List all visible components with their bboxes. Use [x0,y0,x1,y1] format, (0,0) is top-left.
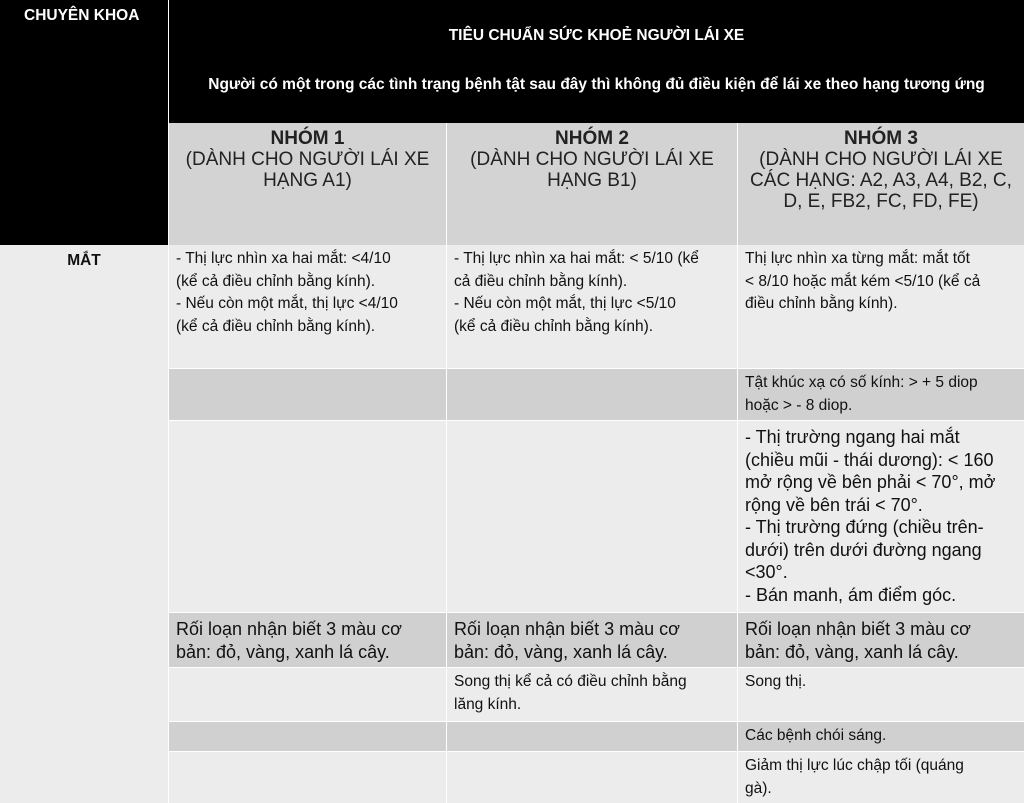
row-5-group-3 [738,668,1024,721]
row-5-group-1 [169,668,446,721]
cell-line: - Nếu còn một mắt, thị lực <4/10 [176,295,398,312]
cell-line: (kể cả điều chỉnh bằng kính). [454,317,654,335]
cell-line: (chiều mũi - thái dương): < 160 [745,449,994,470]
cell-line: hoặc > - 8 diop. [745,396,853,414]
cell-line: Rối loạn nhận biết 3 màu cơ [176,619,402,639]
group-desc-line: HẠNG B1) [547,170,637,191]
cell-line: bản: đỏ, vàng, xanh lá cây. [176,641,390,662]
cell-line: Thị lực nhìn xa từng mắt: mắt tốt [745,250,970,267]
cell-line: < 8/10 hoặc mắt kém <5/10 (kể cả [745,272,981,290]
title-band [169,0,1024,123]
cell-line: - Nếu còn một mắt, thị lực <5/10 [454,295,676,312]
cell-line: - Thị trường đứng (chiều trên- [745,517,984,537]
cell-line: Song thị. [745,673,807,690]
row-7-group-1 [169,752,446,803]
row-2-group-3 [738,369,1024,420]
row-6-group-1 [169,722,446,751]
group-name: NHÓM 2 [555,128,629,149]
row-1-group-3 [738,245,1024,368]
row-7-group-2 [447,752,737,803]
row-4-group-2 [447,613,737,667]
cell-line: - Thị trường ngang hai mắt [745,427,960,447]
row-2-group-2 [447,369,737,420]
page-subtitle: Người có một trong các tình trạng bệnh tật sau đây thì không đủ điều kiện để lái xe theo hạng tương ứng [208,76,985,93]
cell-line: điều chỉnh bằng kính). [745,295,898,312]
row-6-group-3 [738,722,1024,751]
cell-line: lăng kính. [454,695,522,713]
cell-line: Giảm thị lực lúc chập tối (quáng [745,757,964,774]
group-name: NHÓM 3 [844,128,918,149]
group-header-2 [447,123,737,245]
cell-line: Rối loạn nhận biết 3 màu cơ [745,619,971,639]
group-name: NHÓM 1 [270,128,345,149]
cell-line: gà). [745,779,772,797]
cell-line: - Bán manh, ám điểm góc. [745,584,957,605]
row-4-group-3 [738,613,1024,667]
cell-line: - Thị lực nhìn xa hai mắt: < 5/10 (kể [454,250,699,267]
group-desc-line: D, E, FB2, FC, FD, FE) [783,191,979,212]
page-title: TIÊU CHUẨN SỨC KHOẺ NGƯỜI LÁI XE [448,27,745,44]
group-desc-line: (DÀNH CHO NGƯỜI LÁI XE [470,149,714,170]
row-3-group-3 [738,421,1024,612]
row-3-group-1 [169,421,446,612]
specialty-header-label: CHUYÊN KHOA [24,7,140,24]
row-6-group-2 [447,722,737,751]
cell-line: <30°. [745,562,788,582]
cell-line: bản: đỏ, vàng, xanh lá cây. [454,641,668,662]
cell-line: Các bệnh chói sáng. [745,727,887,744]
cell-line: (kể cả điều chỉnh bằng kính). [176,272,376,290]
cell-line: Song thị kể cả có điều chỉnh bằng [454,673,687,690]
row-5-group-2 [447,668,737,721]
cell-line: Tật khúc xạ có số kính: > + 5 diop [745,374,978,391]
group-desc-line: HẠNG A1) [263,170,352,191]
row-3-group-2 [447,421,737,612]
row-1-group-2 [447,245,737,368]
cell-line: bản: đỏ, vàng, xanh lá cây. [745,641,959,662]
group-desc-line: CÁC HẠNG: A2, A3, A4, B2, C, [750,170,1012,191]
cell-line: - Thị lực nhìn xa hai mắt: <4/10 [176,250,391,267]
row-1-group-1 [169,245,446,368]
specialty-cell [0,245,168,803]
cell-line: rộng về bên trái < 70°. [745,494,923,515]
cell-line: dưới) trên dưới đường ngang [745,539,982,560]
specialty-header [0,0,168,245]
group-header-1 [169,123,446,245]
cell-line: (kể cả điều chỉnh bằng kính). [176,317,376,335]
row-7-group-3 [738,752,1024,803]
cell-line: cả điều chỉnh bằng kính). [454,272,628,290]
cell-line: Rối loạn nhận biết 3 màu cơ [454,619,680,639]
row-2-group-1 [169,369,446,420]
group-header-3 [738,123,1024,245]
row-4-group-1 [169,613,446,667]
group-desc-line: (DÀNH CHO NGƯỜI LÁI XE [185,149,430,170]
specialty-label: MẮT [67,252,101,269]
group-desc-line: (DÀNH CHO NGƯỜI LÁI XE [759,149,1003,170]
cell-line: mở rộng về bên phải < 70°, mở [745,472,996,492]
